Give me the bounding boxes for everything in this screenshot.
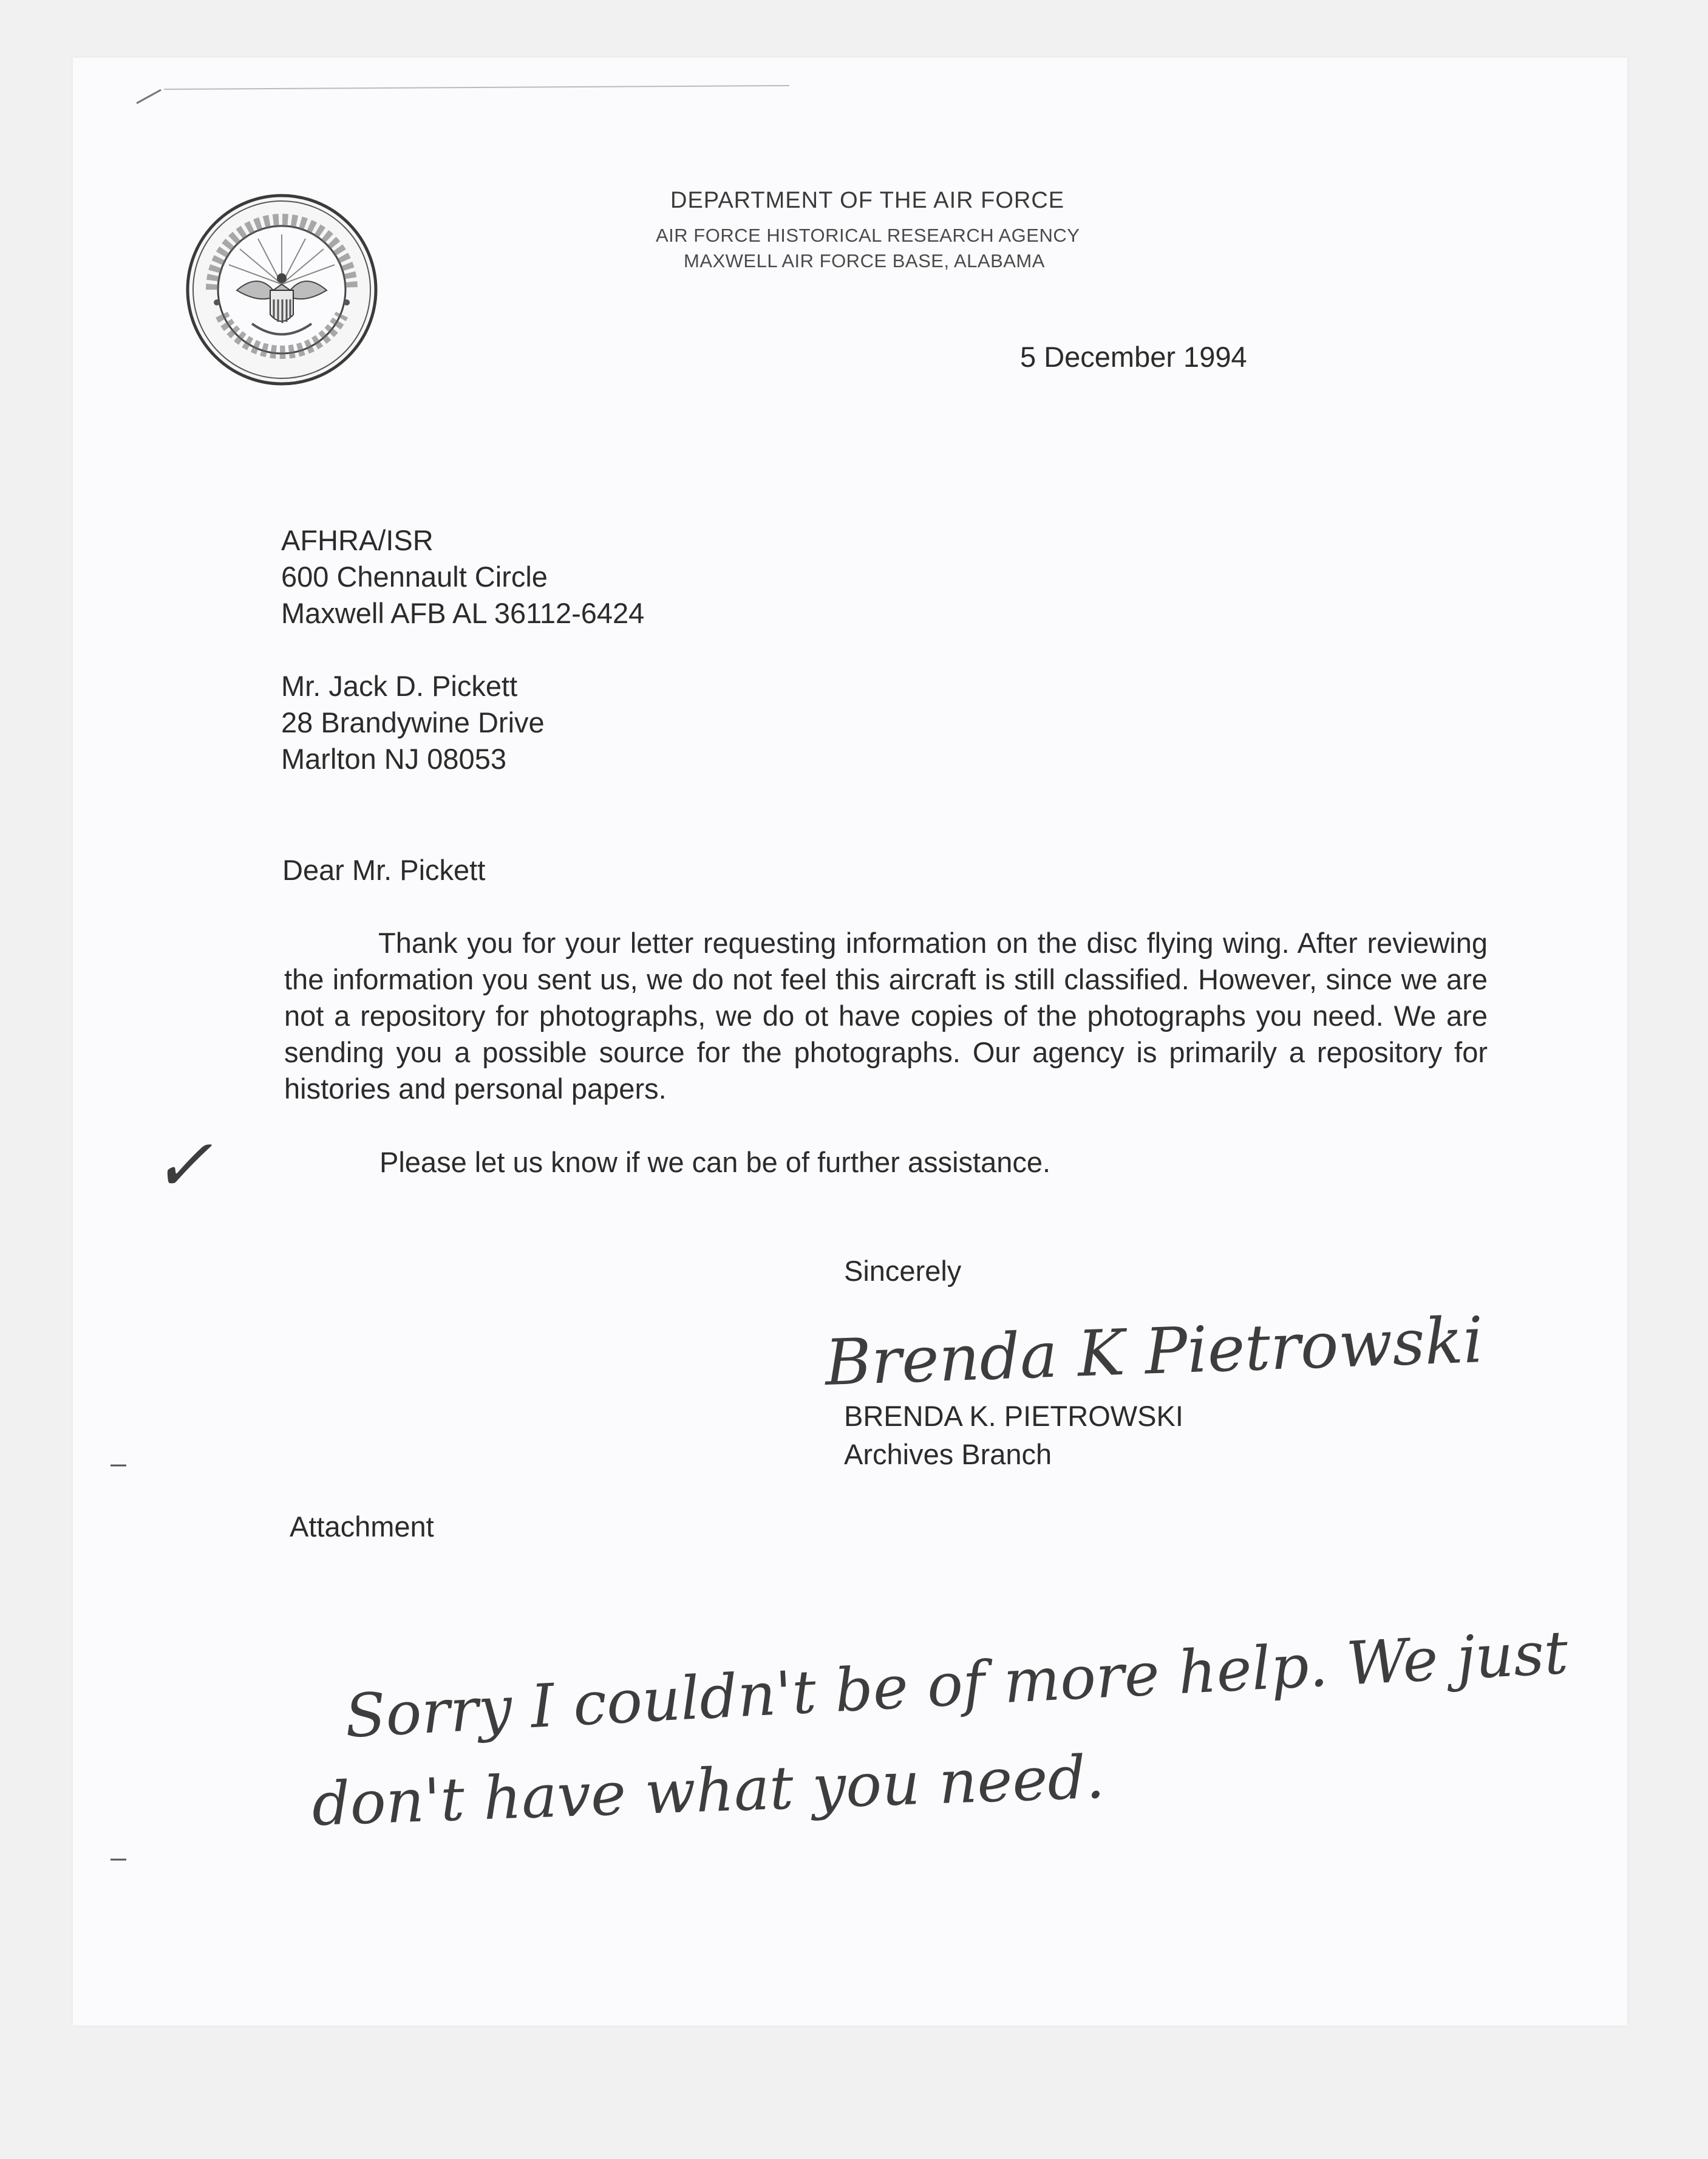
scan-mark — [137, 90, 161, 103]
body-paragraph-2: Please let us know if we can be of further assistance. — [379, 1146, 1051, 1178]
page-edge-line — [164, 86, 789, 89]
attachment-label: Attachment — [290, 1510, 434, 1543]
letter-date: 5 December 1994 — [1020, 341, 1247, 373]
sender-address-line: 600 Chennault Circle — [281, 561, 548, 593]
handwritten-signature: Brenda K Pietrowski — [823, 1303, 1485, 1400]
letterhead-department: DEPARTMENT OF THE AIR FORCE — [670, 188, 1065, 213]
letterhead-location: MAXWELL AIR FORCE BASE, ALABAMA — [684, 250, 1045, 271]
letterhead-agency: AIR FORCE HISTORICAL RESEARCH AGENCY — [656, 225, 1080, 246]
handwritten-note-line-2: don't have what you need. — [310, 1742, 1106, 1840]
recipient-address-line: Marlton NJ 08053 — [281, 743, 506, 775]
checkmark-icon: ✓ — [152, 1124, 213, 1208]
sender-address-line: Maxwell AFB AL 36112-6424 — [281, 597, 645, 629]
handwritten-note-line-1: Sorry I couldn't be of more help. We just — [343, 1618, 1570, 1751]
recipient-address-line: 28 Brandywine Drive — [281, 706, 545, 738]
body-paragraph-1: Thank you for your letter requesting information on the disc flying wing. After reviewing the information you sent us, we do not feel this aircraft is still classified. However, since we are not a repository for photographs, we do ot have copies of the photographs you need. We are sending you a possible source for the photographs. Our agency is primarily a repository for histories and personal papers. — [284, 927, 1488, 1105]
closing: Sincerely — [844, 1255, 962, 1287]
signer-name: BRENDA K. PIETROWSKI — [844, 1400, 1183, 1432]
recipient-address-line: Mr. Jack D. Pickett — [281, 670, 518, 702]
salutation: Dear Mr. Pickett — [282, 854, 486, 886]
signer-title: Archives Branch — [844, 1438, 1052, 1470]
sender-address-line: AFHRA/ISR — [281, 524, 434, 556]
